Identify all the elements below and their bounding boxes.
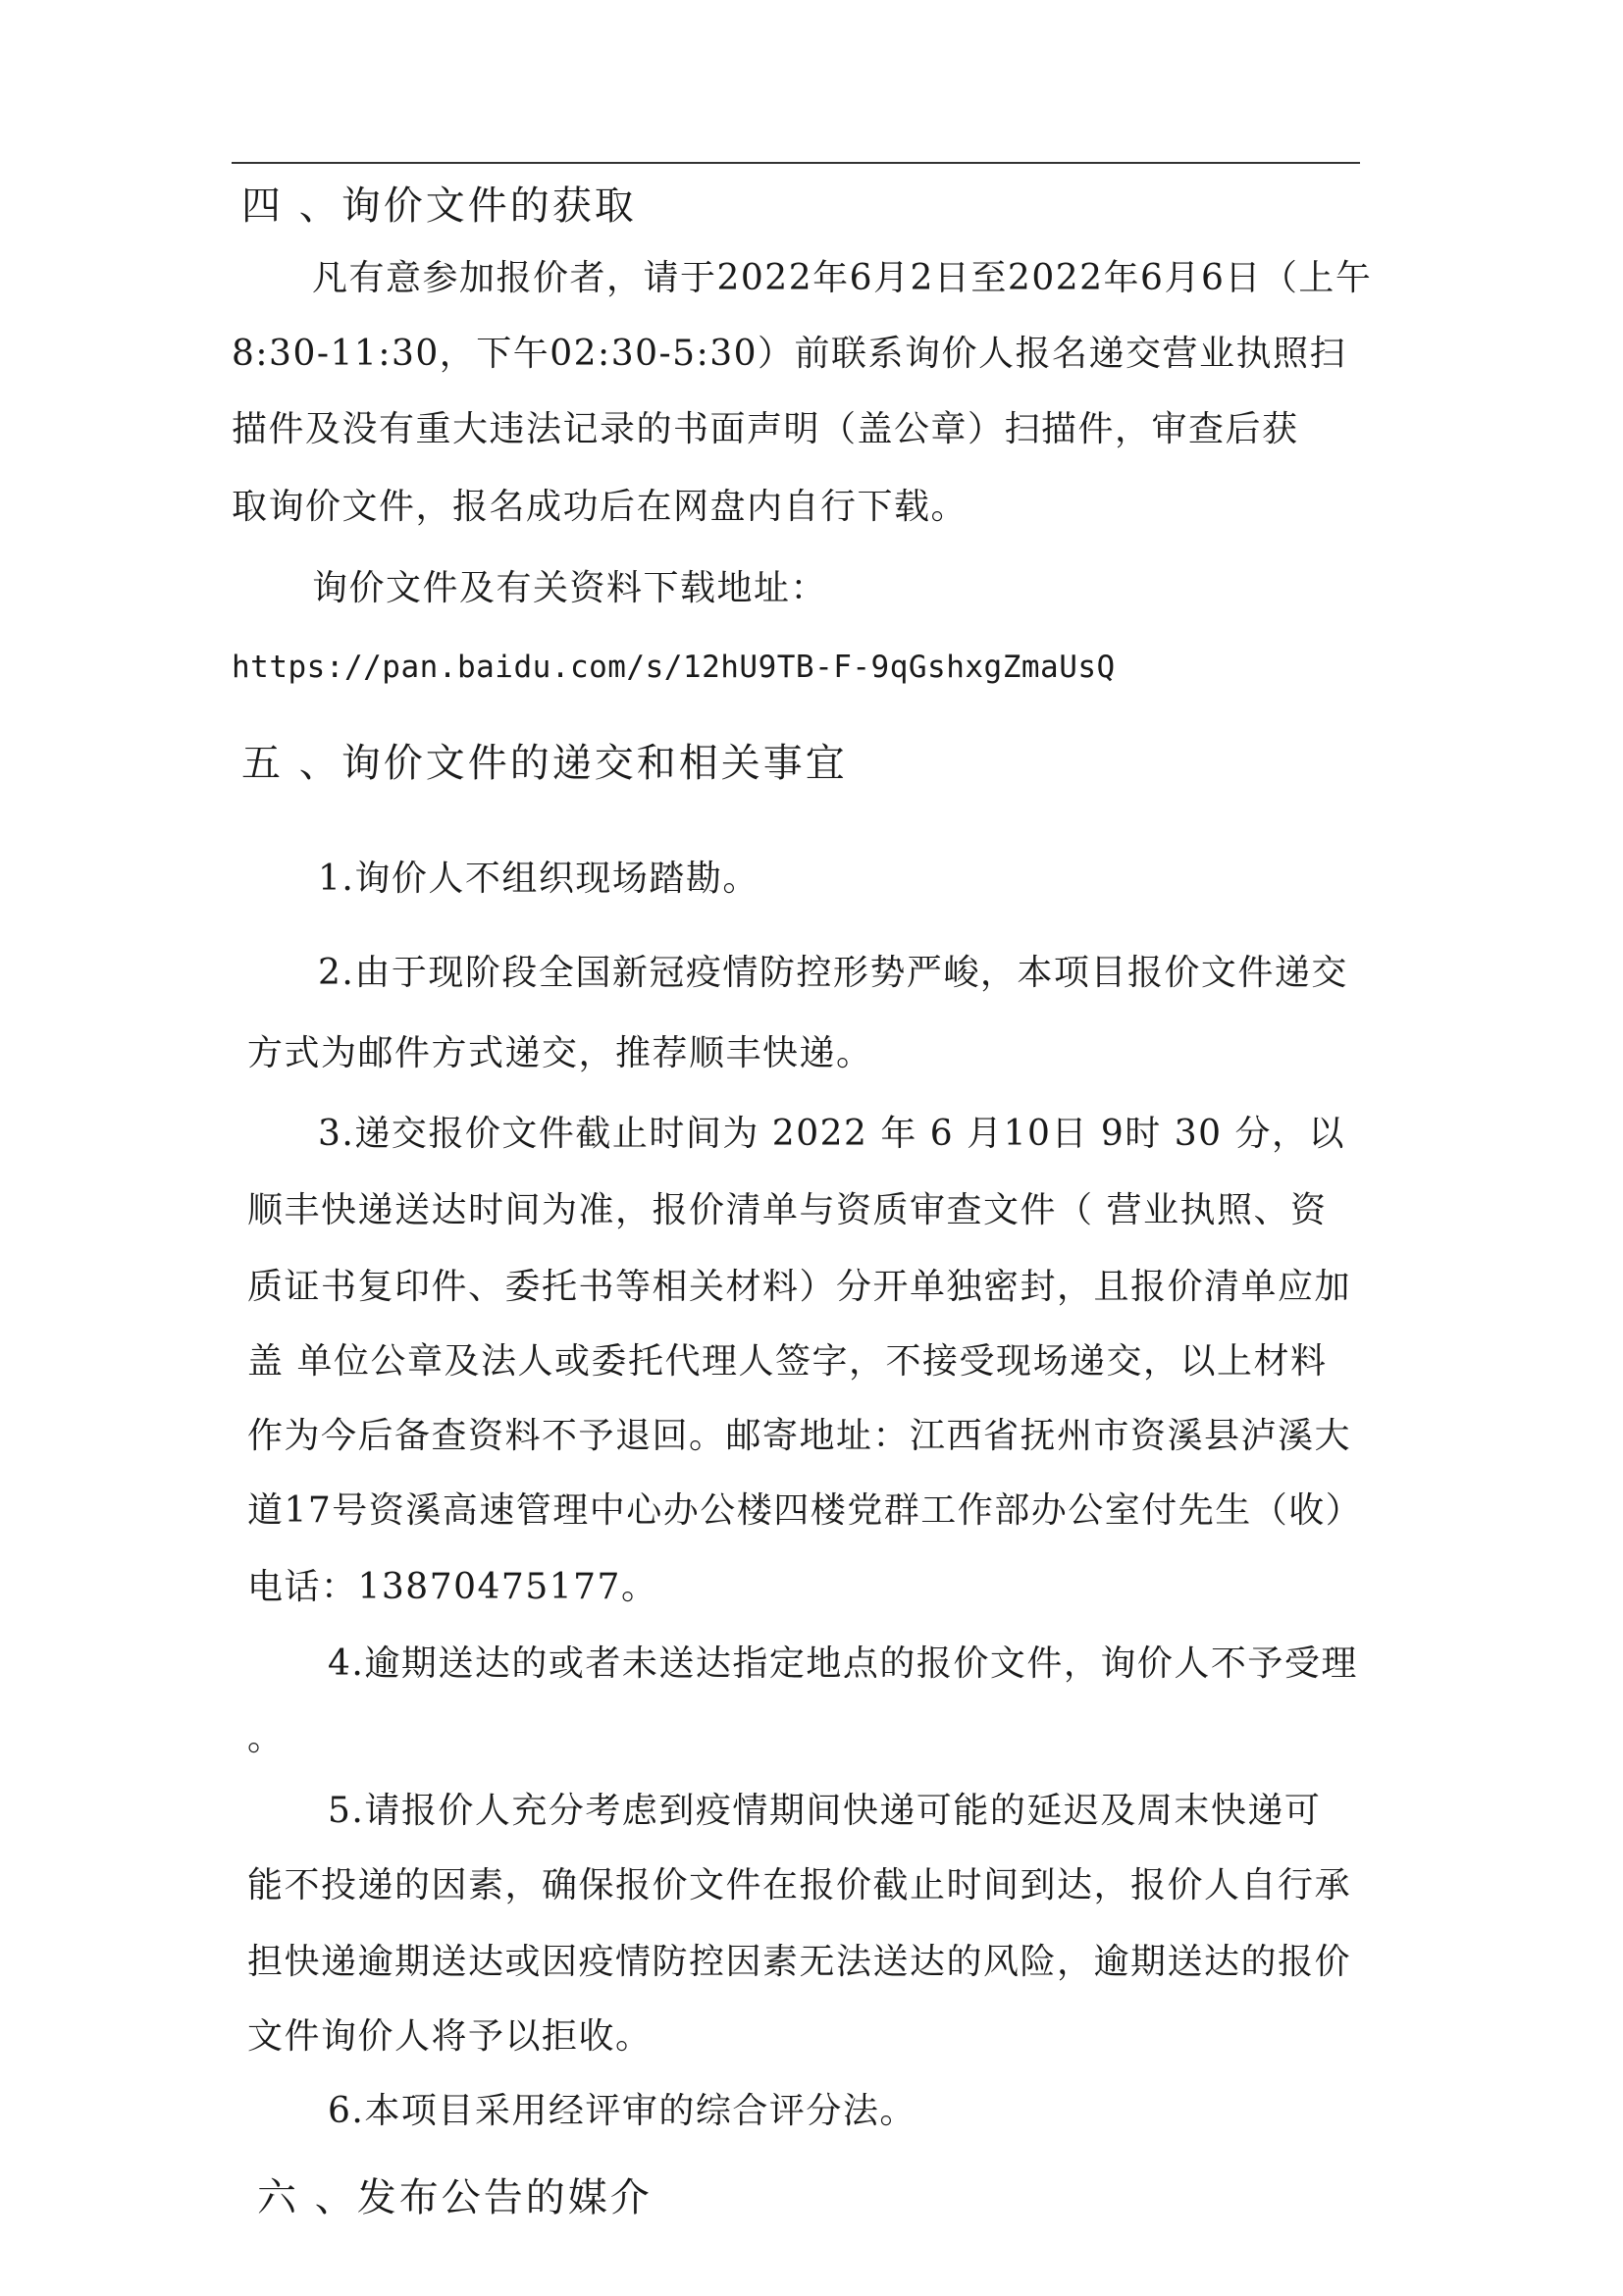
phone-line: 电话：13870475177。 xyxy=(247,1567,658,1607)
paragraph-line: 8:30-11:30，下午02:30-5:30）前联系询价人报名递交营业执照扫 xyxy=(232,334,1347,374)
list-item: 3.递交报价文件截止时间为 2022 年 6 月10日 9时 30 分，以 xyxy=(318,1114,1345,1154)
list-item-line: 道17号资溪高速管理中心办公楼四楼党群工作部办公室付先生（收） xyxy=(247,1490,1363,1531)
paragraph-line: 取询价文件，报名成功后在网盘内自行下载。 xyxy=(232,487,969,527)
list-item: 1.询价人不组织现场踏勘。 xyxy=(318,859,759,899)
list-item-line: 方式为邮件方式递交，推荐顺丰快递。 xyxy=(247,1033,873,1073)
section-6-heading: 六 、发布公告的媒介 xyxy=(257,2175,653,2220)
paragraph-line: 描件及没有重大违法记录的书面声明（盖公章）扫描件，审查后获 xyxy=(232,409,1299,449)
list-item-line: 盖 单位公章及法人或委托代理人签字，不接受现场递交，以上材料 xyxy=(247,1341,1328,1382)
download-url: https://pan.baidu.com/s/12hU9TB-F-9qGshxgZmaUsQ xyxy=(232,650,1116,685)
list-item-line: 文件询价人将予以拒收。 xyxy=(247,2016,653,2057)
download-label: 询价文件及有关资料下载地址： xyxy=(312,568,828,608)
list-item-line: 能不投递的因素，确保报价文件在报价截止时间到达，报价人自行承 xyxy=(247,1865,1352,1905)
section-4-heading: 四 、询价文件的获取 xyxy=(241,183,637,229)
paragraph-line: 凡有意参加报价者，请于2022年6月2日至2022年6月6日（上午 xyxy=(312,258,1373,298)
list-item-line: 。 xyxy=(247,1718,285,1758)
list-item: 2.由于现阶段全国新冠疫情防控形势严峻，本项目报价文件递交 xyxy=(318,953,1348,993)
list-item: 6.本项目采用经评审的综合评分法。 xyxy=(328,2091,916,2131)
list-item: 4.逾期送达的或者未送达指定地点的报价文件，询价人不予受理 xyxy=(328,1644,1358,1684)
list-item-line: 顺丰快递送达时间为准，报价清单与资质审查文件（ 营业执照、资 xyxy=(247,1190,1328,1230)
list-item-line: 作为今后备查资料不予退回。邮寄地址：江西省抚州市资溪县泸溪大 xyxy=(247,1416,1352,1456)
list-item: 5.请报价人充分考虑到疫情期间快递可能的延迟及周末快递可 xyxy=(328,1791,1322,1831)
top-rule xyxy=(232,162,1360,164)
list-item-line: 担快递逾期送达或因疫情防控因素无法送达的风险，逾期送达的报价 xyxy=(247,1942,1352,1982)
section-5-heading: 五 、询价文件的递交和相关事宜 xyxy=(241,741,848,786)
list-item-line: 质证书复印件、委托书等相关材料）分开单独密封，且报价清单应加 xyxy=(247,1267,1352,1307)
